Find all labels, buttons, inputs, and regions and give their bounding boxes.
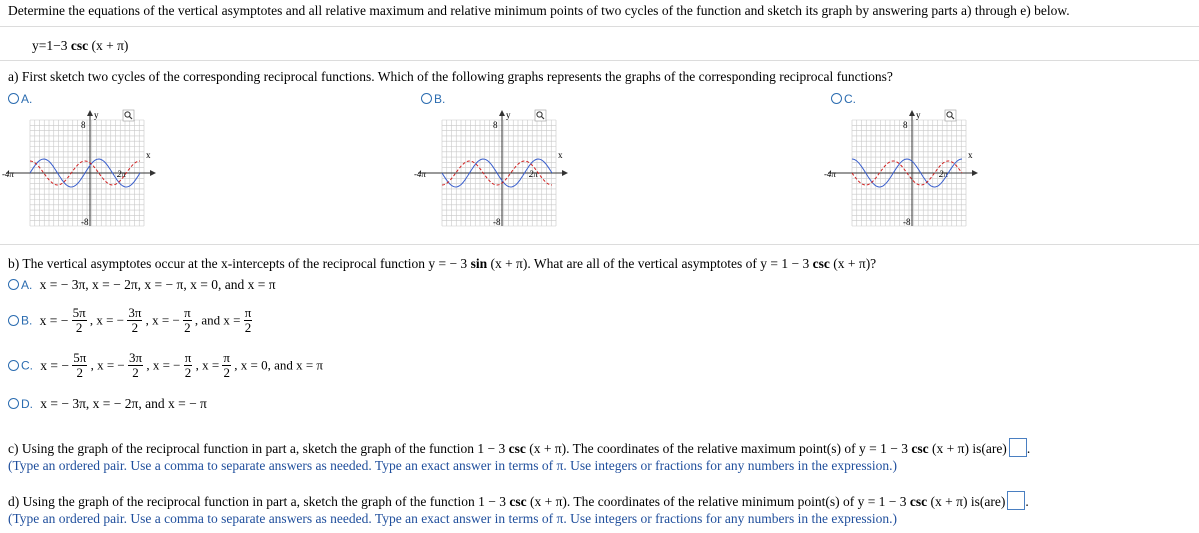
y-axis-label: y [94,110,99,120]
graph-option-a[interactable] [0,108,160,230]
zoom-icon [535,110,546,121]
x-axis-label: x [968,150,973,160]
graph-option-c[interactable] [822,108,982,230]
x-max-label: 2π [117,169,127,179]
y-axis-arrow [87,110,93,116]
radio-circle[interactable] [8,398,19,409]
graph-option-b[interactable] [412,108,572,230]
x-max-label: 2π [529,169,539,179]
radio-circle[interactable] [421,93,432,104]
radio-circle[interactable] [8,279,19,290]
part-b-option-d[interactable]: D. x = − 3π, x = − 2π, and x = − π [8,396,207,412]
zoom-icon [945,110,956,121]
part-c-question: c) Using the graph of the reciprocal function in part a, sketch the graph of the function 1 − 3 csc (x + π). The coordinates of the relative maximum point(s) of y = 1 − 3 csc (x + π) is(are) . [8,438,1030,457]
part-a-question: a) First sketch two cycles of the corresponding reciprocal functions. Which of the following graphs represents the graphs of the corresponding reciprocal functions? [8,69,893,84]
x-min-label: -4π [2,169,15,179]
x-min-label: -4π [414,169,427,179]
option-a-radio[interactable]: A. [8,91,32,107]
radio-circle[interactable] [8,315,19,326]
y-max-label: 8 [81,120,86,130]
zoom-icon [123,110,134,121]
part-b-option-a[interactable]: A. x = − 3π, x = − 2π, x = − π, x = 0, and x = π [8,277,276,293]
x-axis-arrow [562,170,568,176]
function-expression: y=1−3 csc (x + π) [32,38,129,53]
radio-circle[interactable] [8,360,19,371]
x-axis-arrow [150,170,156,176]
y-max-label: 8 [903,120,908,130]
option-c-radio[interactable]: C. [831,91,856,107]
x-axis-arrow [972,170,978,176]
part-c-answer-input[interactable] [1009,438,1027,457]
part-d-hint: (Type an ordered pair. Use a comma to separate answers as needed. Type an exact answer in terms of π. Use integers or fractions for any numbers in the expression.) [8,511,897,526]
option-b-radio[interactable]: B. [421,91,445,107]
x-min-label: -4π [824,169,837,179]
y-axis-label: y [916,110,921,120]
part-d-question: d) Using the graph of the reciprocal function in part a, sketch the graph of the function 1 − 3 csc (x + π). The coordinates of the relative minimum point(s) of y = 1 − 3 csc (x + π) is(are) . [8,491,1029,510]
radio-circle[interactable] [831,93,842,104]
part-d-answer-input[interactable] [1007,491,1025,510]
radio-circle[interactable] [8,93,19,104]
y-axis-arrow [499,110,505,116]
y-min-label: -8 [81,217,89,227]
x-max-label: 2π [939,169,949,179]
instruction-text: Determine the equations of the vertical asymptotes and all relative maximum and relative minimum points of two cycles of the function and sketch its graph by answering parts a) through e) below. [8,3,1070,18]
part-c-hint: (Type an ordered pair. Use a comma to separate answers as needed. Type an exact answer in terms of π. Use integers or fractions for any numbers in the expression.) [8,458,897,473]
y-max-label: 8 [493,120,498,130]
part-b-option-c[interactable]: C. x = − $\frac{5\pi}{2}$ , x = − $\frac{3\pi}{2}$ , x = − $\frac{\pi}{2}$ , x = $\frac{\pi}{2}$ , x = 0, and x = π [8,351,323,380]
y-min-label: -8 [493,217,501,227]
y-axis-label: y [506,110,511,120]
y-min-label: -8 [903,217,911,227]
x-axis-label: x [558,150,563,160]
part-b-question: b) The vertical asymptotes occur at the x-intercepts of the reciprocal function y = − 3 sin (x + π). What are all of the vertical asymptotes of y = 1 − 3 csc (x + π)? [8,256,877,271]
y-axis-arrow [909,110,915,116]
x-axis-label: x [146,150,151,160]
part-b-option-b[interactable]: B. x = − $\frac{5\pi}{2}$ , x = − $\frac{3\pi}{2}$ , x = − $\frac{\pi}{2}$ , and x = $\frac{\pi}{2}$ [8,306,252,335]
